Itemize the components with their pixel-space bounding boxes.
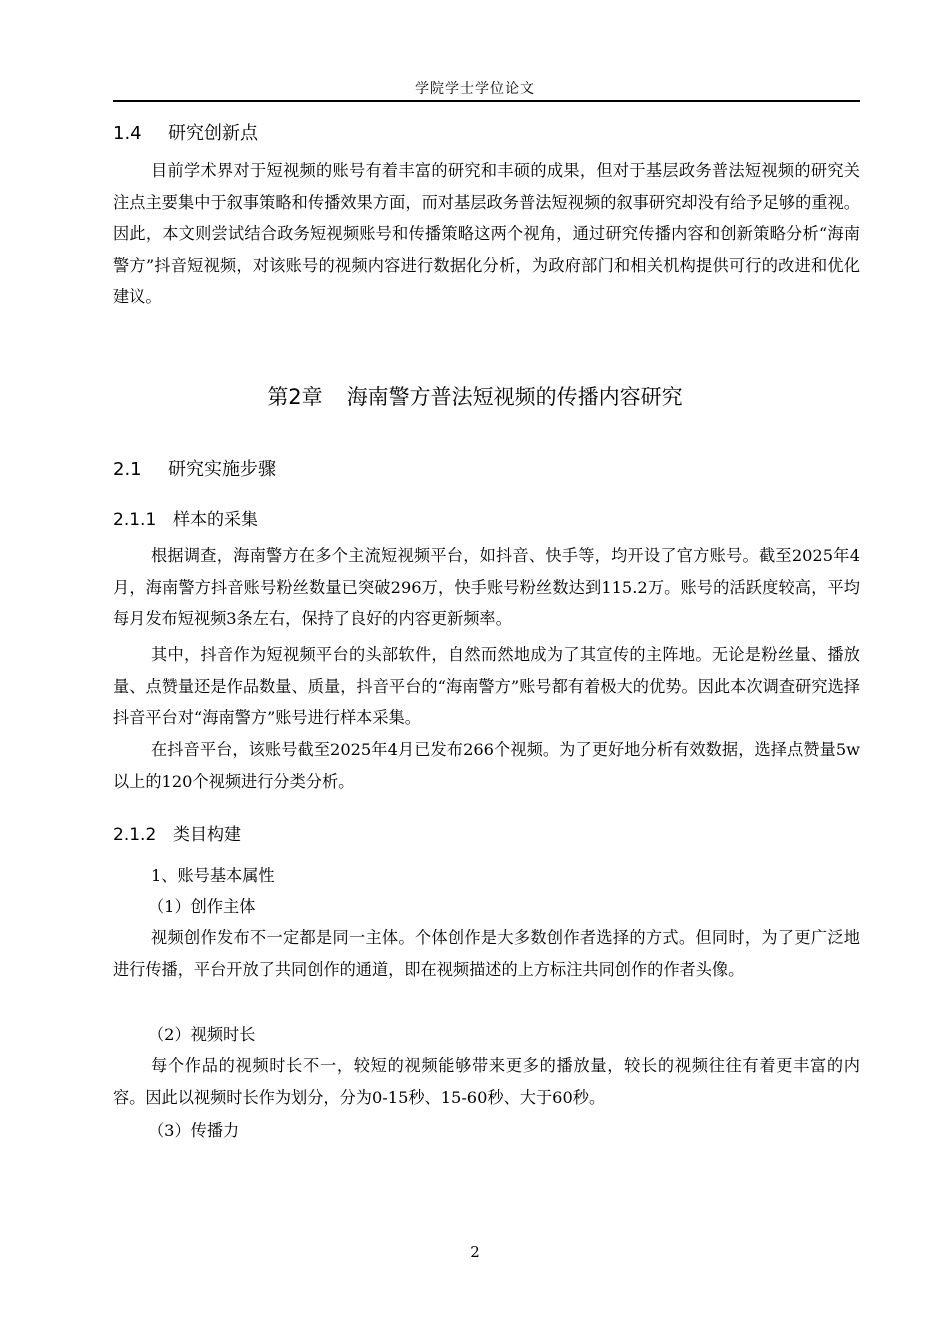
page-number: 2 xyxy=(470,1243,480,1261)
section-number: 2.1 xyxy=(113,459,142,480)
body-paragraph: 每个作品的视频时长不一，较短的视频能够带来更多的播放量，较长的视频往往有着更丰富的内容。因此以视频时长作为划分，分为0-15秒、15-60秒、大于60秒。 xyxy=(113,1056,860,1107)
body-paragraph: 目前学术界对于短视频的账号有着丰富的研究和丰硕的成果，但对于基层政务普法短视频的研究关注点主要集中于叙事策略和传播效果方面，而对基层政务普法短视频的叙事研究却没有给予足够的重视。因此，本文则尝试结合政务短视频账号和传播策略这两个视角，通过研究传播内容和创新策略分析“海南警方”抖音短视频，对该账号的视频内容进行数据化分析，为政府部门和相关机构提供可行的改进和优化建议。 xyxy=(113,161,860,306)
chapter-title: 海南警方普法短视频的传播内容研究 xyxy=(346,385,683,409)
section-title: 研究实施步骤 xyxy=(168,459,276,480)
section-title: 研究创新点 xyxy=(168,123,258,144)
chapter-number: 第2章 xyxy=(267,385,323,409)
subsection-heading-2-1-2 xyxy=(113,820,241,845)
body-paragraph: 根据调查，海南警方在多个主流短视频平台，如抖音、快手等，均开设了官方账号。截至2025年4月，海南警方抖音账号粉丝数量已突破296万，快手账号粉丝数达到115.2万。账号的活跃度较高，平均每月发布短视频3条左右，保持了良好的内容更新频率。 xyxy=(113,546,860,628)
list-item: 1、账号基本属性 xyxy=(151,866,275,885)
header-rule xyxy=(113,100,860,102)
body-paragraph: 视频创作发布不一定都是同一主体。个体创作是大多数创作者选择的方式。但同时，为了更广泛地进行传播，平台开放了共同创作的通道，即在视频描述的上方标注共同创作的作者头像。 xyxy=(113,928,860,979)
chapter-heading xyxy=(0,381,950,411)
body-paragraph: 在抖音平台，该账号截至2025年4月已发布266个视频。为了更好地分析有效数据，选择点赞量5w以上的120个视频进行分类分析。 xyxy=(113,740,860,791)
subsection-heading-2-1-1 xyxy=(113,505,258,530)
list-subitem: （1）创作主体 xyxy=(148,897,256,916)
list-subitem: （2）视频时长 xyxy=(148,1025,256,1044)
subsection-title: 样本的采集 xyxy=(173,510,258,530)
section-heading-1-4 xyxy=(113,119,258,145)
subsection-title: 类目构建 xyxy=(173,825,241,845)
section-number: 1.4 xyxy=(113,123,142,144)
subsection-number: 2.1.1 xyxy=(113,510,157,530)
section-heading-2-1 xyxy=(113,455,276,481)
subsection-number: 2.1.2 xyxy=(113,825,157,845)
body-paragraph: 其中，抖音作为短视频平台的头部软件，自然而然地成为了其宣传的主阵地。无论是粉丝量、播放量、点赞量还是作品数量、质量，抖音平台的“海南警方”账号都有着极大的优势。因此本次调查研究选择抖音平台对“海南警方”账号进行样本采集。 xyxy=(113,645,860,727)
running-header: 学院学士学位论文 xyxy=(415,81,535,97)
list-subitem: （3）传播力 xyxy=(148,1121,240,1140)
